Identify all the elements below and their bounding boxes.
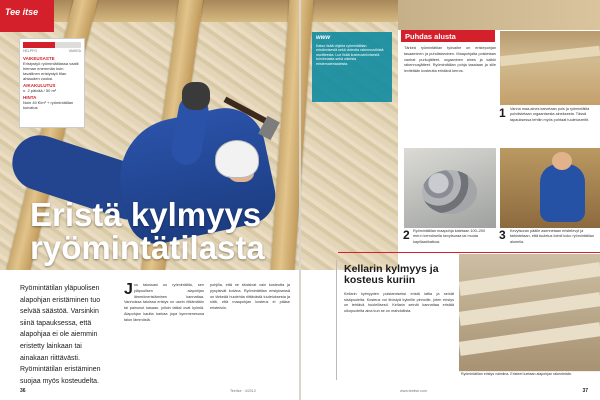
time-text: n. 2 päivää / 50 m² xyxy=(23,88,57,93)
kellari-title: Kellarin kylmyys ja kosteus kuriin xyxy=(344,263,439,286)
difficulty-header: VAIKEUSASTE xyxy=(23,56,55,61)
worker2-head xyxy=(552,152,572,170)
puhdas-header xyxy=(401,30,495,42)
difficulty-bar-labels xyxy=(23,49,81,54)
finished-insulation-photo xyxy=(458,253,600,373)
section-tab xyxy=(0,0,54,32)
step1-number: 1 xyxy=(499,106,506,120)
difficulty-easy-label: HELPPO xyxy=(23,49,38,53)
kellari-body: Kellarin kylmyyden poistamiseksi eristä lattia ja seinät sisäpuolelta. Kosteus voi tiivistyä kylmille pinnoille, joten eristys on tehtävä huolellisesti. Kellarin seinät kannattaa eristää ulkopuolelta aina kun se on mahdollista. xyxy=(344,292,454,313)
body-column-1 xyxy=(124,283,204,324)
price-text: Noin 40 €/m² + ryömintätilan kuivatus xyxy=(23,100,74,110)
step2-number: 2 xyxy=(403,228,410,242)
hero-title: Eristä kylmyys ryömintätilasta xyxy=(30,196,265,266)
step1-caption: Vanha maa-aines kaivetaan pois ja ryömintätila puhdistetaan orgaanisesta aineksesta. Tässä tapauksessa tehtiin myös puhtaat tuuletusreitit. xyxy=(510,107,590,122)
drop-cap: J xyxy=(124,281,133,298)
footer-left: TeeItse · 4/2010 xyxy=(230,389,256,393)
step3-number: 3 xyxy=(499,228,506,242)
puhdas-intro: Tärkeä ryömintätilan työvaihe on eristepohjan tasaaminen ja puhdistaminen. Maapohjalta poistetaan vanhat purkujätteet, orgaaninen aines ja kaikki rakennusjätteet. Ryömintätilan pohja tasataan ja sille levitetään kosteutta eristävä kerros. xyxy=(404,46,496,74)
section-tab-label: Tee itse xyxy=(5,7,39,17)
footer-right: www.teeitse.com xyxy=(400,389,427,393)
www-text: Katso lisää ohjeita ryömintätilan eristämisestä sekä videoita rakennustöistä osoitteesta. Lue lisää kosteusteknisestä toiminnasta sekä oikeista eristemateriaaleista. xyxy=(316,43,384,66)
difficulty-hard-label: VAIKEA xyxy=(68,49,81,53)
difficulty-text: Eristystyö ryömintätilassa vaatii hieman enemmän kuin tavallinen eristystyö tilan ahtauden vuoksi. xyxy=(23,61,79,81)
time-header: AIKAKULUTUS xyxy=(23,83,56,88)
price-header: HINTA xyxy=(23,95,37,100)
step1-photo xyxy=(499,30,600,106)
www-title: www xyxy=(316,35,331,41)
photo4-strip-3 xyxy=(459,322,600,356)
worker2-body xyxy=(540,164,585,222)
photo4-strip-2 xyxy=(459,292,600,326)
page-number-left: 36 xyxy=(20,388,26,394)
step2-caption: Ryömintätilan maapohja katetaan 100–200 mm:n kerroksella kevytsoraa tai muuta kapillaarikatkoa. xyxy=(413,229,486,244)
body-column-2: pohjilla, että ne sitoisivat vain kosteutta ja pysyisivät kuivina. Ryömintätilan eristyksessä on tärkeää huolehtia riittävästä tuuletuksesta ja siitä, että maapohjan kosteus ei pääse eristeisiin. xyxy=(210,283,290,311)
puhdas-header-text: Puhdas alusta xyxy=(405,32,456,41)
gutter xyxy=(299,0,301,400)
photo4-caption: Ryömintätilan eristys valmiina. Eristeet tuetaan alapohjan rakenteisiin. xyxy=(458,371,600,383)
side-rule xyxy=(336,260,337,380)
page-number-right: 37 xyxy=(582,388,588,394)
info-box xyxy=(19,38,85,128)
worker-glove xyxy=(182,82,210,110)
body-column-1-text: os talossasi on ryömintätila, sen yläpuolisen alapohjan lämmöneristäminen kannattaa. Vanhoissa taloissa eristys on usein riittämätön tai painunut kasaan, jolloin lattiat ovat kylmiä. Alapohjan kautta karkaa jopa kymmenesosa talon lämmöstä. xyxy=(124,283,204,322)
right-top-photo-strip xyxy=(398,0,600,30)
lead-paragraph: Ryömintätilan yläpuolisen alapohjan eristäminen tuo selvää säästöä. Varsinkin siinä tapauksessa, että alapohjaa ei ole aiemmin eristetty lainkaan tai ainakaan riittävästi. Ryömintätilan eristäminen suojaa myös kosteudelta. xyxy=(20,285,101,385)
photo4-strip-1 xyxy=(459,262,600,296)
step2-photo xyxy=(403,147,497,229)
worker-helmet xyxy=(215,140,259,178)
gravel-image xyxy=(422,170,477,214)
difficulty-bar xyxy=(23,42,81,48)
step3-caption: Kevytsoran päälle asennetaan eristelevyt ja tarkistetaan, että tuuletus toimii koko ryömintätilan alueella. xyxy=(510,229,594,244)
step3-photo xyxy=(499,147,600,229)
www-box xyxy=(312,32,392,102)
